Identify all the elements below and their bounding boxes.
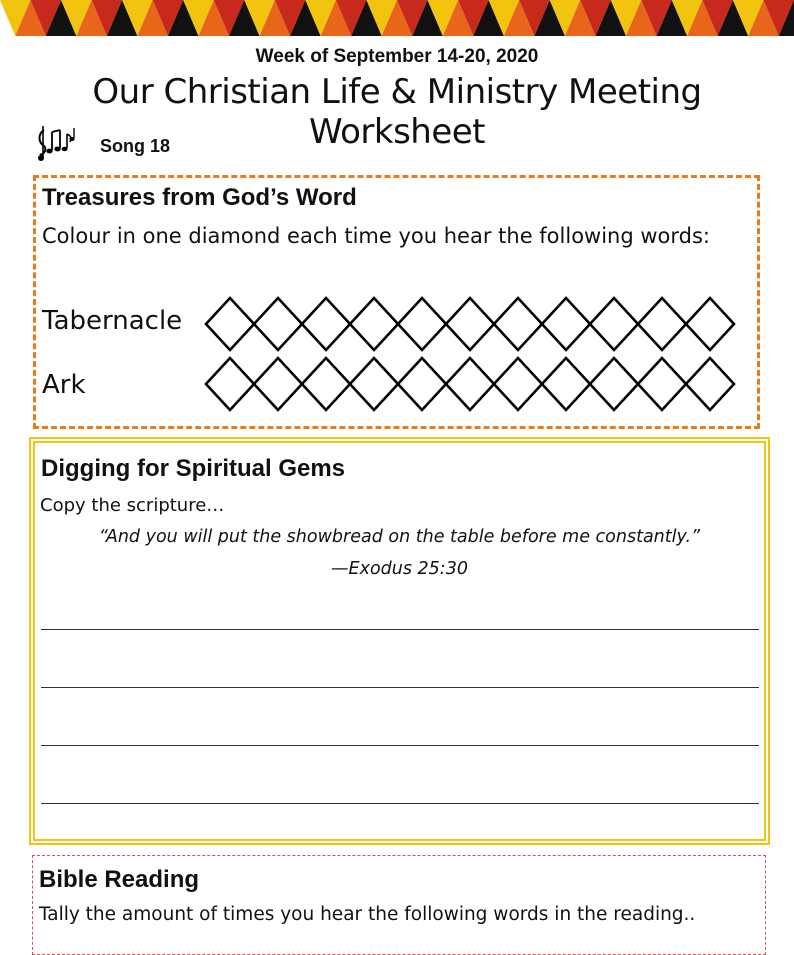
gems-heading: Digging for Spiritual Gems: [41, 455, 346, 482]
treasures-instruction: Colour in one diamond each time you hear the following words:: [42, 224, 711, 248]
word-row: [36, 356, 756, 412]
diamond-row: [204, 356, 738, 412]
treasures-section: [33, 175, 760, 429]
scripture-reference: —Exodus 25:30: [331, 559, 468, 579]
writing-line[interactable]: [41, 629, 759, 630]
word-label: Ark: [42, 370, 86, 400]
spiritual-gems-section: [29, 437, 770, 845]
tally-diamond[interactable]: [302, 358, 350, 410]
word-label: Tabernacle: [42, 306, 183, 336]
word-row: [36, 296, 756, 352]
music-notes-icon: [36, 124, 78, 164]
bible-reading-section: [32, 855, 766, 955]
triangle-banner: [0, 0, 794, 36]
gems-prompt: Copy the scripture…: [40, 495, 225, 516]
tally-diamond[interactable]: [686, 298, 734, 350]
writing-line[interactable]: [41, 745, 759, 746]
week-heading: Week of September 14-20, 2020: [255, 46, 539, 67]
tally-diamond[interactable]: [686, 358, 734, 410]
bible-reading-instruction: Tally the amount of times you hear the following words in the reading..: [39, 904, 696, 925]
tally-diamond[interactable]: [638, 358, 686, 410]
bible-reading-heading: Bible Reading: [39, 866, 200, 893]
treasures-heading: Treasures from God’s Word: [42, 184, 357, 211]
tally-diamond[interactable]: [350, 358, 398, 410]
tally-diamond[interactable]: [638, 298, 686, 350]
tally-diamond[interactable]: [494, 358, 542, 410]
song-label: Song 18: [100, 136, 171, 156]
tally-diamond[interactable]: [590, 298, 638, 350]
tally-diamond[interactable]: [494, 298, 542, 350]
tally-diamond[interactable]: [206, 298, 254, 350]
tally-diamond[interactable]: [302, 298, 350, 350]
tally-diamond[interactable]: [350, 298, 398, 350]
tally-diamond[interactable]: [254, 298, 302, 350]
writing-line[interactable]: [41, 803, 759, 804]
tally-diamond[interactable]: [590, 358, 638, 410]
scripture-quote: “And you will put the showbread on the table before me constantly.”: [98, 527, 701, 547]
tally-diamond[interactable]: [446, 358, 494, 410]
diamond-row: [204, 296, 738, 352]
tally-diamond[interactable]: [206, 358, 254, 410]
tally-diamond[interactable]: [446, 298, 494, 350]
writing-line[interactable]: [41, 687, 759, 688]
page-title: Our Christian Life & Ministry Meeting Worksheet: [92, 72, 702, 152]
tally-diamond[interactable]: [254, 358, 302, 410]
tally-diamond[interactable]: [398, 358, 446, 410]
tally-diamond[interactable]: [542, 358, 590, 410]
tally-diamond[interactable]: [398, 298, 446, 350]
tally-diamond[interactable]: [542, 298, 590, 350]
